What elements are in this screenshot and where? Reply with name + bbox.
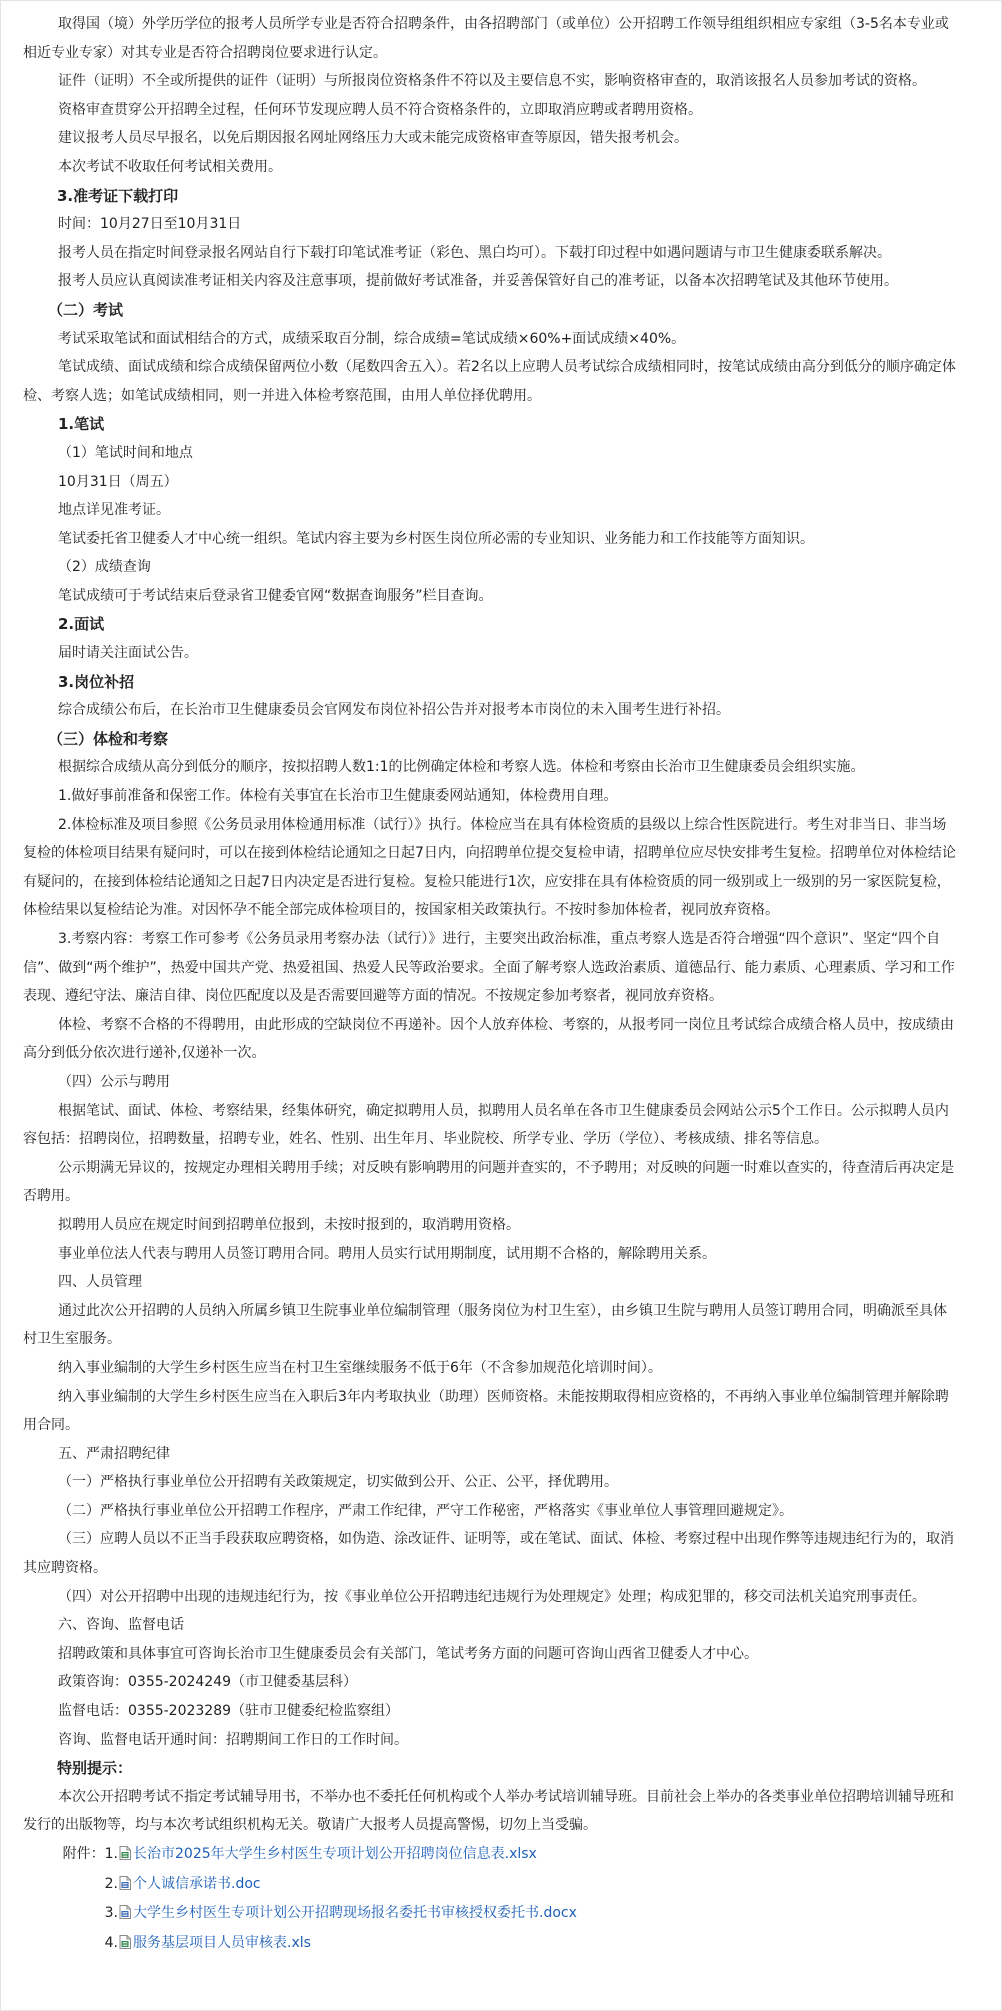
paragraph: 笔试成绩可于考试结束后登录省卫健委官网“数据查询服务”栏目查询。 — [58, 587, 493, 604]
section-heading: 1.笔试 — [58, 415, 105, 434]
paragraph: 笔试成绩、面试成绩和综合成绩保留两位小数（尾数四舍五入）。若2名以上应聘人员考试综合成绩相同时，按笔试成绩由高分到低分的顺序确定体检、考察人选；如笔试成绩相同，则一并进入体检考察范围，由用人单位择优聘用。 — [23, 359, 956, 404]
paragraph: 体检、考察不合格的不得聘用，由此形成的空缺岗位不再递补。因个人放弃体检、考察的，从报考同一岗位且考试综合成绩合格人员中，按成绩由高分到低分依次进行递补,仅递补一次。 — [23, 1016, 954, 1062]
paragraph: （一）严格执行事业单位公开招聘有关政策规定，切实做到公开、公正、公平，择优聘用。 — [58, 1474, 618, 1491]
paragraph: 1.做好事前准备和保密工作。体检有关事宜在长治市卫生健康委网站通知，体检费用自理。 — [58, 788, 618, 805]
paragraph: 本次考试不收取任何考试相关费用。 — [58, 158, 282, 175]
paragraph: 届时请关注面试公告。 — [58, 645, 198, 662]
paragraph: 取得国（境）外学历学位的报考人员所学专业是否符合招聘条件，由各招聘部门（或单位）公开招聘工作领导组组织相应专家组（3-5名本专业或相近专业专家）对其专业是否符合招聘岗位要求进行认定。 — [23, 16, 949, 61]
paragraph: 本次公开招聘考试不指定考试辅导用书，不举办也不委托任何机构或个人举办考试培训辅导班。目前社会上举办的各类事业单位招聘培训辅导班和发行的出版物等，均与本次考试组织机构无关。敬请广大报考人员提高警惕，切勿上当受骗。 — [23, 1788, 954, 1834]
article-body — [1, 1, 1002, 1958]
paragraph: （二）严格执行事业单位公开招聘工作程序，严肃工作纪律，严守工作秘密，严格落实《事业单位人事管理回避规定》。 — [58, 1502, 793, 1519]
paragraph: 报考人员在指定时间登录报名网站自行下载打印笔试准考证（彩色、黑白均可）。下载打印过程中如遇问题请与市卫生健康委联系解决。 — [58, 244, 891, 261]
attachment-number: 4. — [104, 1934, 118, 1951]
paragraph: 五、严肃招聘纪律 — [58, 1445, 170, 1462]
paragraph: （四）公示与聘用 — [58, 1073, 170, 1090]
paragraph: 10月31日（周五） — [58, 473, 178, 490]
paragraph: 咨询、监督电话开通时间：招聘期间工作日的工作时间。 — [58, 1731, 408, 1748]
section-heading: （二）考试 — [48, 300, 124, 319]
paragraph: 纳入事业编制的大学生乡村医生应当在入职后3年内考取执业（助理）医师资格。未能按期取得相应资格的，不再纳入事业单位编制管理并解除聘用合同。 — [23, 1388, 949, 1434]
paragraph: 招聘政策和具体事宜可咨询长治市卫生健康委员会有关部门，笔试考务方面的问题可咨询山西省卫健委人才中心。 — [58, 1645, 758, 1662]
paragraph: 监督电话：0355-2023289（驻市卫健委纪检监察组） — [58, 1703, 400, 1720]
section-heading: （三）体检和考察 — [48, 729, 169, 748]
paragraph: 2.体检标准及项目参照《公务员录用体检通用标准（试行）》执行。体检应当在具有体检资质的县级以上综合性医院进行。考生对非当日、非当场复检的体检项目结果有疑问时，可以在接到体检结论通知之日起7日内，向招聘单位提交复检申请，招聘单位应尽快安排考生复检。招聘单位对体检结论有疑问的，在接到体检结论通知之日起7日内决定是否进行复检。复检只能进行1次，应安排在具有体检资质的同一级别或上一级别的另一家医院复检，体检结果以复检结论为准。对因怀孕不能全部完成体检项目的，按国家相关政策执行。不按时参加体检者，视同放弃资格。 — [23, 816, 956, 919]
excel-file-icon — [119, 1935, 131, 1949]
attachments-label — [23, 1840, 118, 1870]
attachment-link[interactable]: 大学生乡村医生专项计划公开招聘现场报名委托书审核授权委托书.docx — [133, 1905, 577, 1921]
attachment-item — [23, 1929, 959, 1959]
attachment-item — [23, 1870, 959, 1900]
paragraph: 根据综合成绩从高分到低分的顺序，按拟招聘人数1:1的比例确定体检和考察人选。体检和考察由长治市卫生健康委员会组织实施。 — [58, 759, 865, 776]
attachment-number: 1. — [104, 1846, 118, 1862]
paragraph: 建议报考人员尽早报名，以免后期因报名网址网络压力大或未能完成资格审查等原因，错失报考机会。 — [58, 130, 688, 147]
attachments-lead-text: 附件： — [62, 1846, 105, 1862]
paragraph: 证件（证明）不全或所提供的证件（证明）与所报岗位资格条件不符以及主要信息不实，影响资格审查的，取消该报名人员参加考试的资格。 — [58, 73, 926, 90]
paragraph: 拟聘用人员应在规定时间到招聘单位报到，未按时报到的，取消聘用资格。 — [58, 1216, 520, 1233]
paragraph: 根据笔试、面试、体检、考察结果，经集体研究，确定拟聘用人员，拟聘用人员名单在各市卫生健康委员会网站公示5个工作日。公示拟聘人员内容包括：招聘岗位，招聘数量，招聘专业，姓名、性别、出生年月、毕业院校、所学专业、学历（学位）、考核成绩、排名等信息。 — [23, 1102, 949, 1148]
paragraph: 考试采取笔试和面试相结合的方式，成绩采取百分制，综合成绩=笔试成绩×60%+面试成绩×40%。 — [58, 330, 686, 347]
paragraph: 资格审查贯穿公开招聘全过程，任何环节发现应聘人员不符合资格条件的，立即取消应聘或者聘用资格。 — [58, 101, 702, 118]
paragraph: 3.考察内容：考察工作可参考《公务员录用考察办法（试行）》进行，主要突出政治标准，重点考察人选是否符合增强“四个意识”、坚定“四个自信”、做到“两个维护”，热爱中国共产党、热爱祖国、热爱人民等政治要求。全面了解考察人选政治素质、道德品行、能力素质、心理素质、学习和工作表现、遵纪守法、廉洁自律、岗位匹配度以及是否需要回避等方面的情况。不按规定参加考察者，视同放弃资格。 — [23, 931, 955, 1005]
word-file-icon — [119, 1905, 131, 1919]
attachment-link[interactable]: 个人诚信承诺书.doc — [133, 1875, 261, 1892]
paragraph: 综合成绩公布后，在长治市卫生健康委员会官网发布岗位补招公告并对报考本市岗位的未入围考生进行补招。 — [58, 702, 730, 719]
paragraph: 四、人员管理 — [58, 1274, 142, 1291]
paragraph: 纳入事业编制的大学生乡村医生应当在村卫生室继续服务不低于6年（不含参加规范化培训时间）。 — [58, 1359, 662, 1376]
paragraph: （三）应聘人员以不正当手段获取应聘资格，如伪造、涂改证件、证明等，或在笔试、面试、体检、考察过程中出现作弊等违规违纪行为的，取消其应聘资格。 — [23, 1531, 954, 1577]
paragraph: 政策咨询：0355-2024249（市卫健委基层科） — [58, 1674, 358, 1691]
paragraph: 笔试委托省卫健委人才中心统一组织。笔试内容主要为乡村医生岗位所必需的专业知识、业务能力和工作技能等方面知识。 — [58, 530, 814, 547]
attachment-number: 2. — [104, 1875, 118, 1892]
paragraph: 六、咨询、监督电话 — [58, 1617, 184, 1634]
paragraph: 地点详见准考证。 — [58, 502, 170, 519]
section-heading: 特别提示： — [57, 1759, 133, 1778]
paragraph: （2）成绩查询 — [58, 559, 151, 576]
section-heading: 3.准考证下载打印 — [57, 186, 179, 205]
paragraph: 事业单位法人代表与聘用人员签订聘用合同。聘用人员实行试用期制度，试用期不合格的，解除聘用关系。 — [58, 1245, 716, 1262]
attachment-item — [23, 1899, 959, 1929]
paragraph: 公示期满无异议的，按规定办理相关聘用手续；对反映有影响聘用的问题并查实的，不予聘用；对反映的问题一时难以查实的，待查清后再决定是否聘用。 — [23, 1159, 954, 1205]
paragraph: （1）笔试时间和地点 — [58, 444, 193, 461]
excel-file-icon — [119, 1846, 131, 1860]
attachment-item — [23, 1840, 959, 1870]
paragraph: 报考人员应认真阅读准考证相关内容及注意事项，提前做好考试准备，并妥善保管好自己的准考证，以备本次招聘笔试及其他环节使用。 — [58, 273, 898, 290]
paragraph: 时间：10月27日至10月31日 — [58, 216, 242, 233]
word-file-icon — [119, 1876, 131, 1890]
paragraph: （四）对公开招聘中出现的违规违纪行为，按《事业单位公开招聘违纪违规行为处理规定》处理；构成犯罪的，移交司法机关追究刑事责任。 — [58, 1588, 926, 1605]
paragraph: 通过此次公开招聘的人员纳入所属乡镇卫生院事业单位编制管理（服务岗位为村卫生室），由乡镇卫生院与聘用人员签订聘用合同，明确派至具体村卫生室服务。 — [23, 1302, 947, 1348]
section-heading: 3.岗位补招 — [58, 672, 135, 691]
attachment-link[interactable]: 服务基层项目人员审核表.xls — [133, 1934, 311, 1951]
attachment-link[interactable]: 长治市2025年大学生乡村医生专项计划公开招聘岗位信息表.xlsx — [133, 1846, 537, 1862]
section-heading: 2.面试 — [58, 615, 105, 634]
attachment-number: 3. — [104, 1905, 118, 1921]
